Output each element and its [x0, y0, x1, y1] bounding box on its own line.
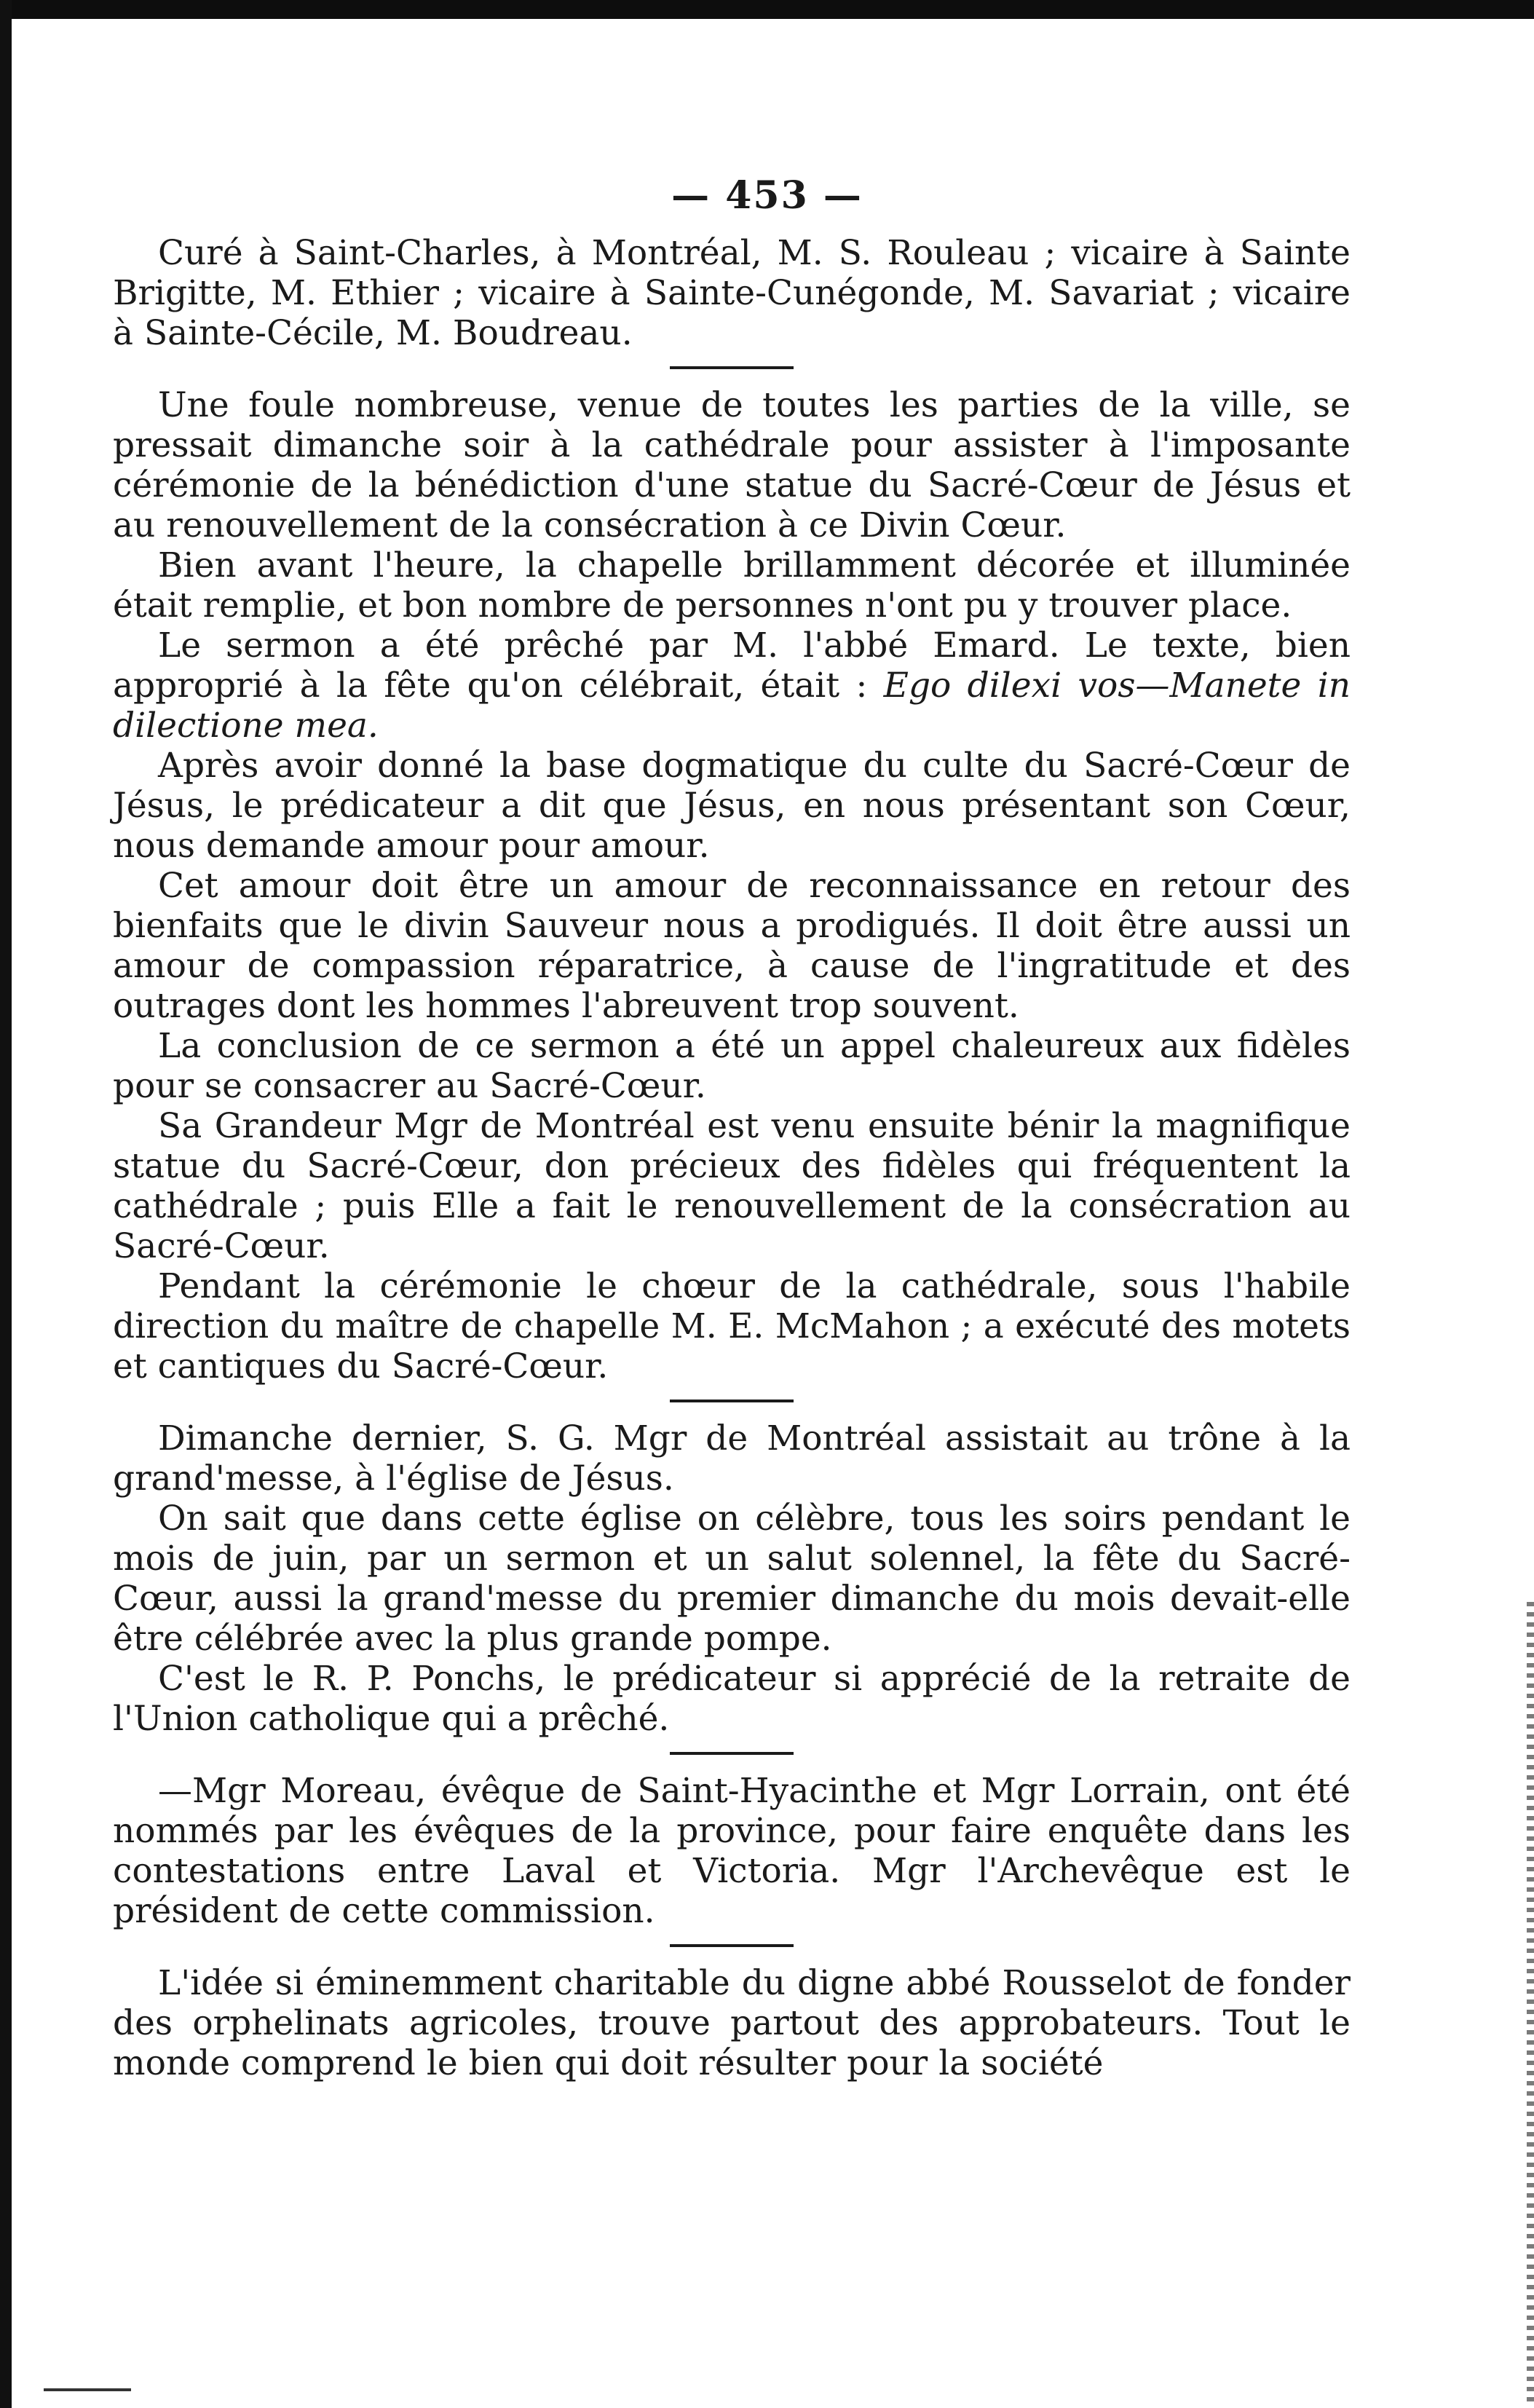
section-jesus-church	[113, 1418, 1351, 1739]
section-divider	[670, 366, 794, 369]
section-cathedral-ceremony	[113, 385, 1351, 1386]
page-number: — 453 —	[671, 173, 863, 218]
paragraph: Pendant la cérémonie le chœur de la cathédrale, sous l'habile direction du maître de chapelle M. E. McMahon ; a exécuté des motets et cantiques du Sacré-Cœur.	[113, 1266, 1351, 1386]
paragraph: —Mgr Moreau, évêque de Saint-Hyacinthe et Mgr Lorrain, ont été nommés par les évêques de la province, pour faire enquête dans les contestations entre Laval et Victoria. Mgr l'Archevêque est le président de cette commission.	[113, 1771, 1351, 1931]
latin-quote: Ego dilexi vos—Manete in dilectione mea.	[113, 666, 1351, 746]
section-divider	[670, 1400, 794, 1402]
scan-edge-right	[1527, 1602, 1534, 2403]
paragraph: Dimanche dernier, S. G. Mgr de Montréal assistait au trône à la grand'messe, à l'église de Jésus.	[113, 1418, 1351, 1499]
section-orphanages	[113, 1963, 1351, 2083]
paragraph: Curé à Saint-Charles, à Montréal, M. S. Rouleau ; vicaire à Sainte Brigitte, M. Ethier ; vicaire à Sainte-Cunégonde, M. Savariat ; vicaire à Sainte-Cécile, M. Boudreau.	[113, 233, 1351, 353]
sermon-text: Le sermon a été prêché par M. l'abbé Emard. Le texte, bien approprié à la fête qu'on célébrait, était :	[113, 625, 1351, 706]
text-column	[113, 233, 1351, 2083]
scan-edge-top	[0, 0, 1534, 19]
paragraph: Sa Grandeur Mgr de Montréal est venu ensuite bénir la magnifique statue du Sacré-Cœur, don précieux des fidèles qui fréquentent la cathédrale ; puis Elle a fait le renouvellement de la consécration au Sacré-Cœur.	[113, 1106, 1351, 1266]
paragraph: Bien avant l'heure, la chapelle brillamment décorée et illuminée était remplie, et bon nombre de personnes n'ont pu y trouver place.	[113, 545, 1351, 625]
paragraph: On sait que dans cette église on célèbre, tous les soirs pendant le mois de juin, par un sermon et un salut solennel, la fête du Sacré-Cœur, aussi la grand'messe du premier dimanche du mois devait-elle être célébrée avec la plus grande pompe.	[113, 1499, 1351, 1659]
section-divider	[670, 1944, 794, 1947]
scan-mark-bottom	[44, 2388, 131, 2391]
section-commission	[113, 1771, 1351, 1931]
paragraph: La conclusion de ce sermon a été un appel chaleureux aux fidèles pour se consacrer au Sacré-Cœur.	[113, 1026, 1351, 1106]
paragraph: C'est le R. P. Ponchs, le prédicateur si apprécié de la retraite de l'Union catholique qui a prêché.	[113, 1659, 1351, 1739]
paragraph: L'idée si éminemment charitable du digne abbé Rousselot de fonder des orphelinats agricoles, trouve partout des approbateurs. Tout le monde comprend le bien qui doit résulter pour la société	[113, 1963, 1351, 2083]
scan-edge-left	[0, 0, 12, 2408]
paragraph: Cet amour doit être un amour de reconnaissance en retour des bienfaits que le divin Sauveur nous a prodigués. Il doit être aussi un amour de compassion réparatrice, à cause de l'ingratitude et des outrages dont les hommes l'abreuvent trop souvent.	[113, 866, 1351, 1026]
section-divider	[670, 1752, 794, 1755]
paragraph: Une foule nombreuse, venue de toutes les parties de la ville, se pressait dimanche soir à la cathédrale pour assister à l'imposante cérémonie de la bénédiction d'une statue du Sacré-Cœur de Jésus et au renouvellement de la consécration à ce Divin Cœur.	[113, 385, 1351, 545]
paragraph: Après avoir donné la base dogmatique du culte du Sacré-Cœur de Jésus, le prédicateur a dit que Jésus, en nous présentant son Cœur, nous demande amour pour amour.	[113, 746, 1351, 866]
paragraph-sermon	[113, 625, 1351, 746]
section-clergy-appointments	[113, 233, 1351, 353]
